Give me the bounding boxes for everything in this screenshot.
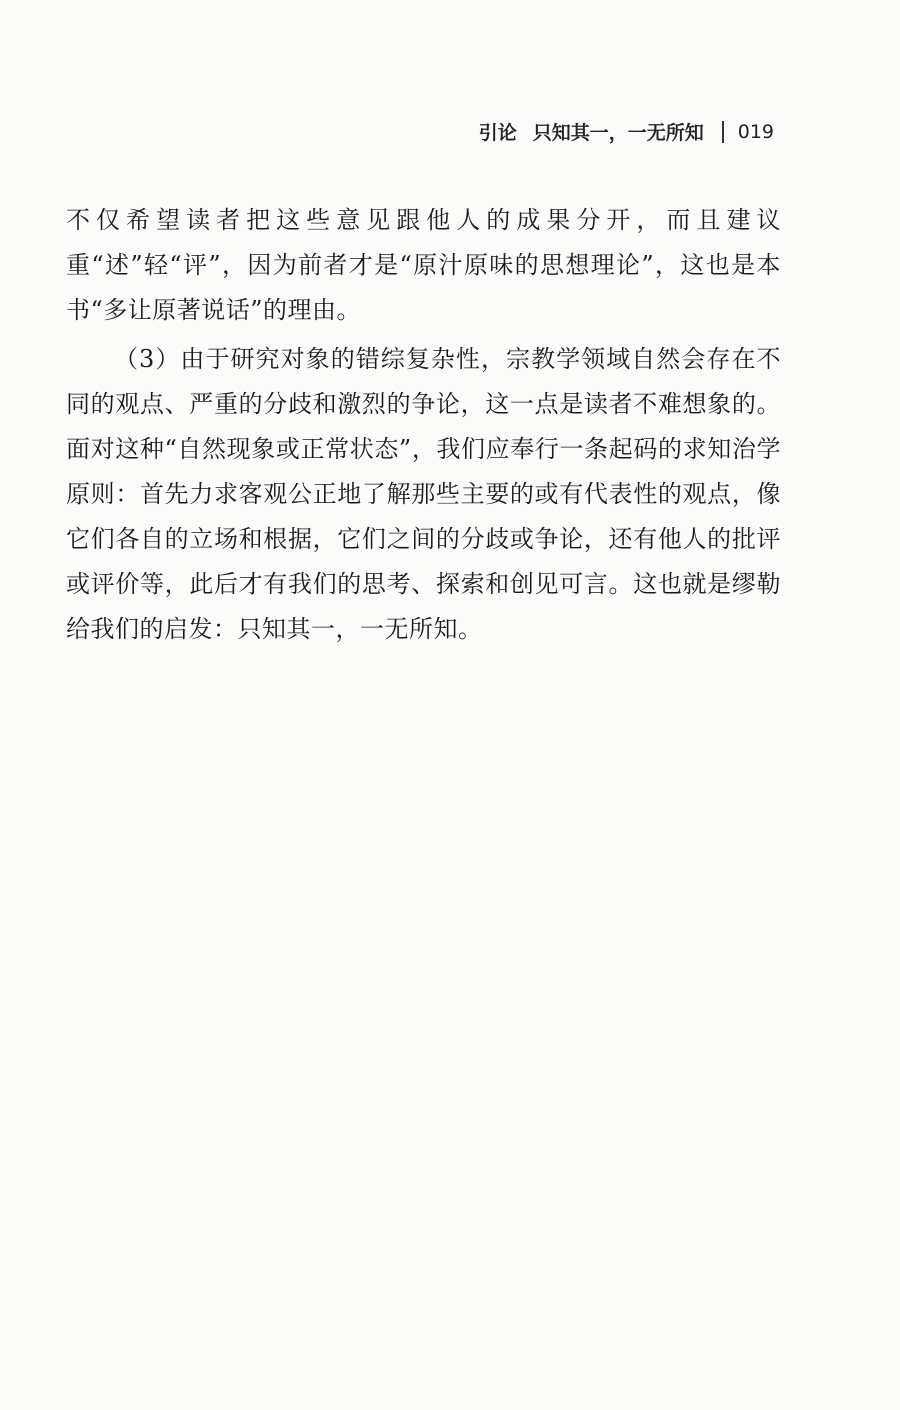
header-divider — [722, 121, 724, 143]
paragraph: （3）由于研究对象的错综复杂性，宗教学领域自然会存在不同的观点、严重的分歧和激烈的争论，这一点是读者不难想象的。面对这种“自然现象或正常状态”，我们应奉行一条起码的求知治学原则：首先力求客观公正地了解那些主要的或有代表性的观点，像它们各自的立场和根据，它们之间的分歧或争论，还有他人的批评或评价等，此后才有我们的思考、探索和创见可言。这也就是缪勒给我们的启发：只知其一，一无所知。 — [66, 345, 781, 643]
chapter-title: 只知其一，一无所知 — [532, 122, 704, 144]
chapter-label: 引论 — [478, 122, 517, 144]
paragraph-continued: 不仅希望读者把这些意见跟他人的成果分开，而且建议重“述”轻“评”，因为前者才是“原汁原味的思想理论”，这也是本书“多让原著说话”的理由。 — [66, 206, 781, 324]
body-text — [66, 198, 781, 652]
page-number: 019 — [737, 120, 774, 143]
running-header — [479, 118, 774, 145]
